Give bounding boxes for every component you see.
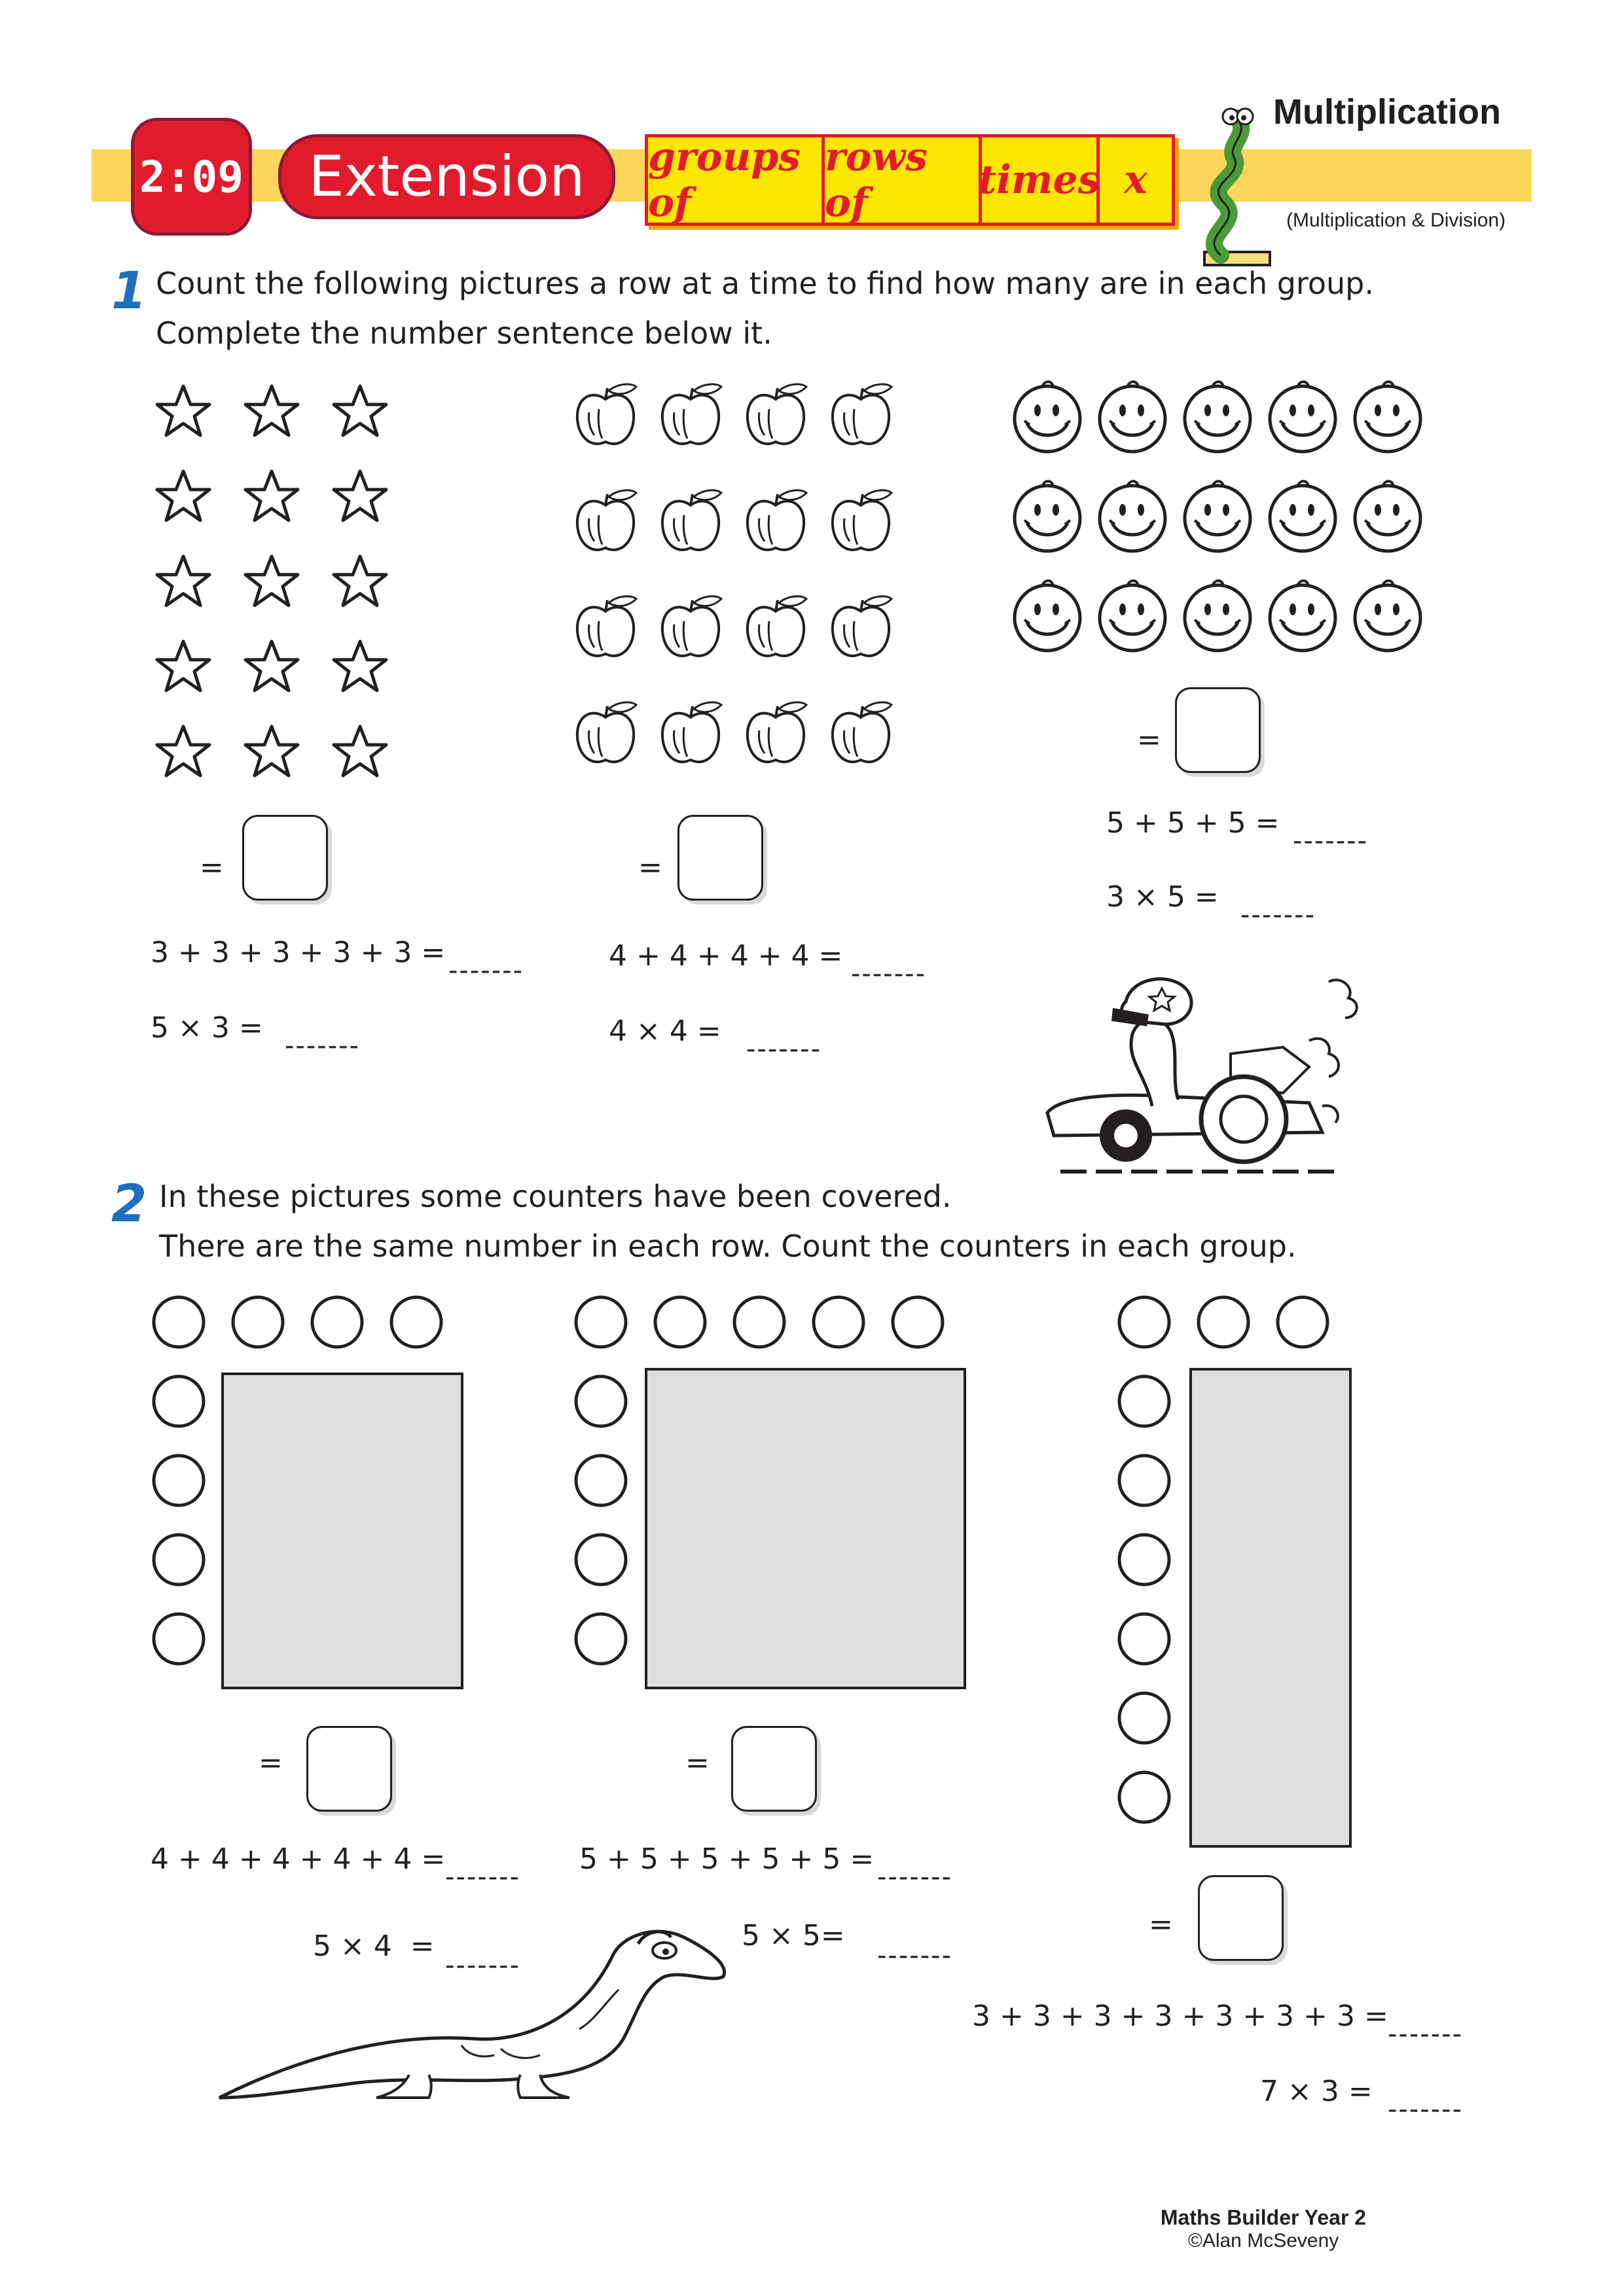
answer-blank[interactable]: -------	[1388, 2094, 1464, 2125]
extension-badge: Extension	[278, 134, 615, 219]
star-icon	[157, 726, 209, 776]
question-instruction: There are the same number in each row. Count the counters in each group.	[159, 1229, 1297, 1264]
answer-box[interactable]	[306, 1726, 392, 1812]
star-grid	[144, 373, 406, 798]
counter	[1199, 1297, 1248, 1347]
equals-sign: =	[685, 1746, 710, 1780]
apple-icon	[748, 490, 806, 550]
answer-blank[interactable]: -------	[445, 1862, 521, 1892]
vocab-item: x	[1124, 157, 1147, 203]
answer-blank[interactable]: -------	[877, 1941, 953, 1971]
star-icon	[157, 386, 209, 435]
answer-blank[interactable]: -------	[1293, 826, 1369, 856]
book-title: Maths Builder Year 2	[1160, 2206, 1367, 2229]
counter	[233, 1297, 283, 1347]
apple-icon	[577, 702, 636, 762]
multiplication-sentence: 5 × 4 =	[313, 1929, 435, 1963]
star-icon	[157, 471, 209, 520]
counter	[1119, 1376, 1169, 1426]
star-icon	[334, 556, 386, 605]
apple-icon	[833, 490, 892, 550]
smiley-icon	[1015, 382, 1080, 452]
counter	[576, 1535, 626, 1585]
vocab-item: times	[982, 137, 1100, 223]
apple-icon	[833, 702, 892, 762]
apple-icon	[577, 384, 636, 444]
star-icon	[245, 641, 298, 691]
vocab-strip	[645, 134, 1175, 226]
star-icon	[245, 556, 298, 605]
counter	[312, 1297, 362, 1347]
answer-box[interactable]	[677, 815, 763, 901]
counter	[814, 1297, 863, 1347]
answer-box[interactable]	[731, 1726, 817, 1812]
counter	[1119, 1614, 1169, 1664]
repeated-addition: 3 + 3 + 3 + 3 + 3 =	[151, 936, 446, 969]
multiplication-sentence: 3 × 5 =	[1106, 880, 1219, 914]
question-instruction: In these pictures some counters have been covered.	[159, 1179, 952, 1214]
footer	[1126, 2206, 1401, 2252]
smiley-icon	[1355, 382, 1420, 452]
star-icon	[334, 726, 386, 776]
smiley-icon	[1355, 481, 1420, 551]
answer-blank[interactable]: -------	[746, 1034, 822, 1064]
counter	[1119, 1772, 1169, 1822]
counter	[154, 1376, 204, 1426]
repeated-addition: 3 + 3 + 3 + 3 + 3 + 3 + 3 =	[972, 2000, 1388, 2033]
smiley-icon	[1100, 581, 1165, 651]
topic-title: Multiplication	[1273, 92, 1501, 132]
question-instruction: Count the following pictures a row at a time to find how many are in each group.	[156, 266, 1374, 301]
equals-sign: =	[200, 851, 224, 884]
smiley-icon	[1185, 581, 1250, 651]
counter	[1119, 1535, 1169, 1585]
copyright: ©Alan McSeveny	[1187, 2230, 1339, 2251]
apple-icon	[833, 384, 892, 444]
counter	[1119, 1297, 1169, 1347]
answer-blank[interactable]: -------	[1240, 900, 1316, 930]
answer-blank[interactable]: -------	[877, 1862, 953, 1892]
star-icon	[157, 641, 209, 691]
smiley-icon	[1100, 382, 1165, 452]
topic-subtitle: (Multiplication & Division)	[1286, 209, 1506, 231]
counter	[1278, 1297, 1327, 1347]
apple-icon	[662, 596, 721, 656]
equals-sign: =	[1137, 723, 1161, 757]
star-icon	[245, 471, 298, 520]
smiley-icon	[1185, 382, 1250, 452]
dinosaur-illustration	[213, 1898, 736, 2114]
worm-race-car-illustration	[1034, 962, 1401, 1191]
repeated-addition: 4 + 4 + 4 + 4 =	[609, 939, 843, 973]
counter	[893, 1297, 943, 1347]
smiley-icon	[1100, 481, 1165, 551]
covered-counters-panel	[221, 1372, 463, 1689]
counter	[655, 1297, 705, 1347]
smiley-grid	[1008, 376, 1447, 658]
star-icon	[157, 556, 209, 605]
multiplication-sentence: 7 × 3 =	[1260, 2075, 1373, 2108]
question-number: 1	[111, 262, 147, 321]
star-icon	[245, 386, 298, 435]
counter	[576, 1376, 626, 1426]
counter	[1119, 1456, 1169, 1505]
apple-grid	[569, 376, 923, 795]
smiley-icon	[1270, 481, 1335, 551]
repeated-addition: 5 + 5 + 5 + 5 + 5 =	[579, 1842, 875, 1876]
counter	[1119, 1693, 1169, 1743]
counter	[154, 1535, 204, 1585]
vocab-item: rows of	[825, 137, 982, 223]
counter	[391, 1297, 441, 1347]
counter	[576, 1297, 626, 1347]
equals-sign: =	[259, 1746, 283, 1780]
equals-sign: =	[1149, 1908, 1173, 1941]
question-number: 2	[111, 1175, 147, 1234]
covered-counters-panel	[1189, 1368, 1352, 1848]
repeated-addition: 5 + 5 + 5 =	[1106, 806, 1280, 840]
question-instruction: Complete the number sentence below it.	[156, 315, 772, 351]
answer-box[interactable]	[1175, 687, 1261, 773]
smiley-icon	[1015, 581, 1080, 651]
multiplication-sentence: 4 × 4 =	[609, 1014, 721, 1048]
counter	[576, 1614, 626, 1664]
apple-icon	[662, 384, 721, 444]
answer-box[interactable]	[1198, 1875, 1284, 1961]
apple-icon	[748, 702, 806, 762]
apple-icon	[748, 596, 806, 656]
smiley-icon	[1185, 481, 1250, 551]
counter	[154, 1297, 204, 1347]
apple-icon	[577, 490, 636, 550]
apple-icon	[748, 384, 806, 444]
apple-icon	[662, 702, 721, 762]
smiley-icon	[1355, 581, 1420, 651]
repeated-addition: 4 + 4 + 4 + 4 + 4 =	[151, 1842, 446, 1876]
answer-blank[interactable]: -------	[285, 1031, 361, 1061]
multiplication-sentence: 5 × 5=	[742, 1919, 845, 1952]
counter	[154, 1456, 204, 1505]
apple-icon	[833, 596, 892, 656]
answer-blank[interactable]: -------	[445, 1950, 521, 1981]
star-icon	[334, 386, 386, 435]
counter	[734, 1297, 784, 1347]
multiplication-sentence: 5 × 3 =	[151, 1011, 263, 1045]
covered-counters-panel	[645, 1368, 966, 1689]
apple-icon	[662, 490, 721, 550]
star-icon	[334, 471, 386, 520]
star-icon	[334, 641, 386, 691]
counter	[154, 1614, 204, 1664]
smiley-icon	[1015, 481, 1080, 551]
star-icon	[245, 726, 298, 776]
smiley-icon	[1270, 581, 1335, 651]
counter	[576, 1456, 626, 1505]
equals-sign: =	[638, 851, 662, 884]
worm-mascot-icon	[1159, 98, 1283, 268]
answer-box[interactable]	[242, 815, 328, 901]
answer-blank[interactable]: -------	[448, 956, 524, 986]
smiley-icon	[1270, 382, 1335, 452]
vocab-item: groups of	[648, 137, 825, 223]
answer-blank[interactable]: -------	[1388, 2019, 1464, 2049]
answer-blank[interactable]: -------	[851, 959, 927, 989]
apple-icon	[577, 596, 636, 656]
section-code-badge: 2:09	[131, 118, 252, 236]
